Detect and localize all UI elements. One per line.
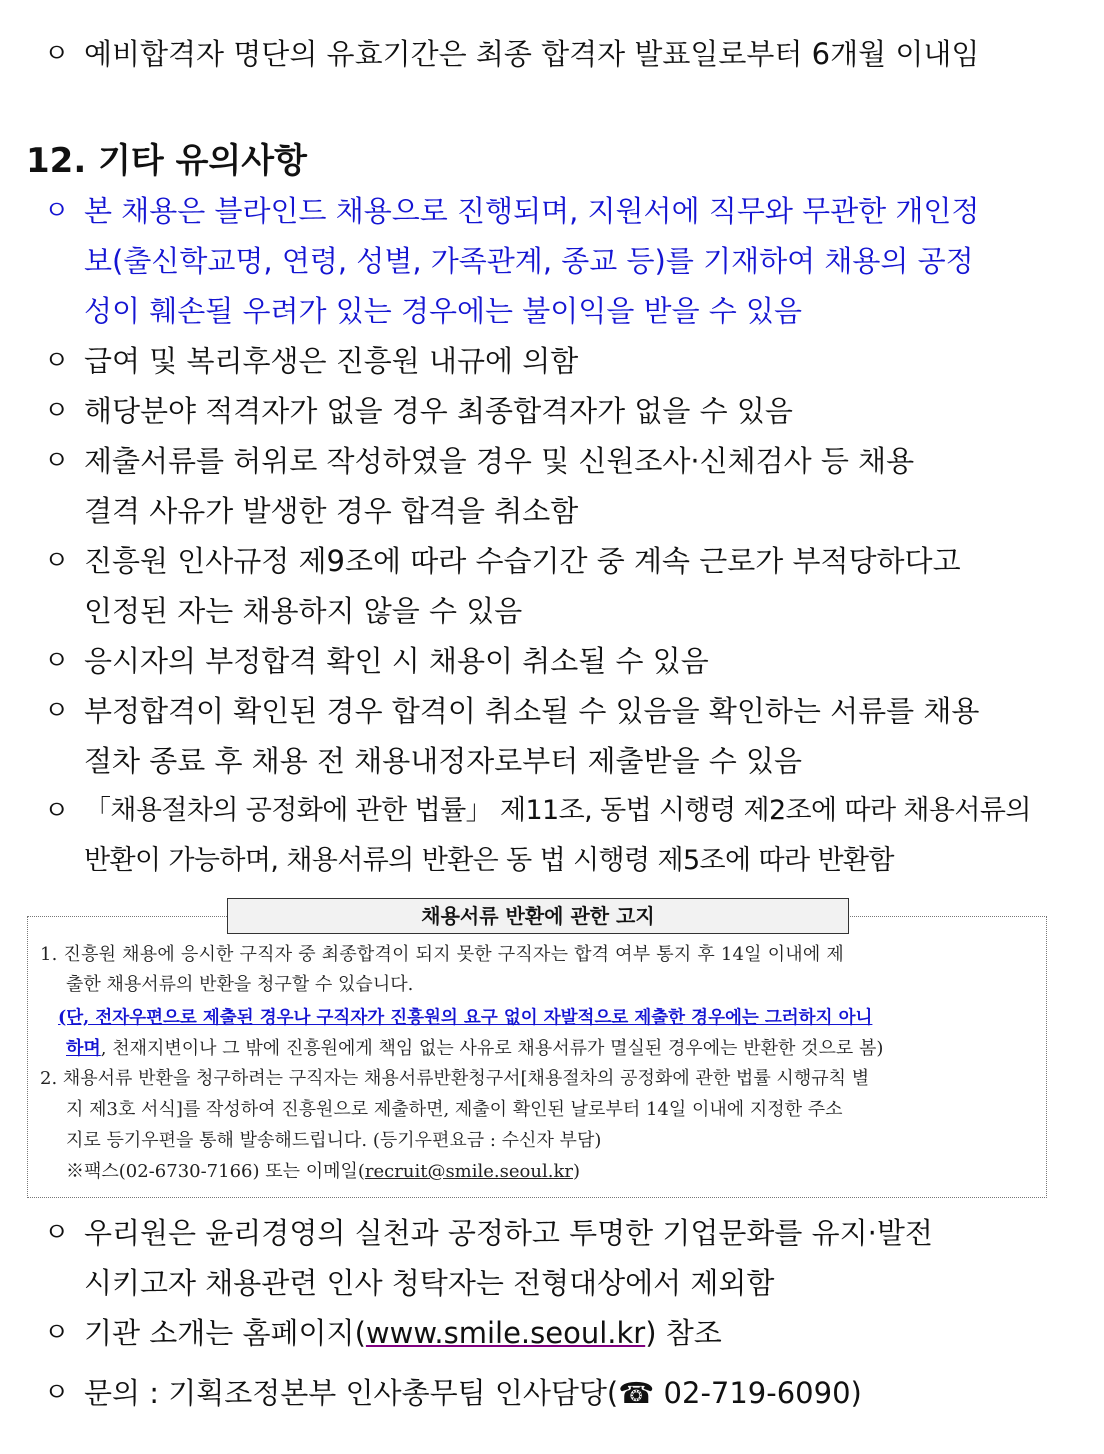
item-text: 제출서류를 허위로 작성하였을 경우 및 신원조사·신체검사 등 채용 (84, 444, 915, 478)
notice-line (66, 1034, 883, 1064)
notice-title: 채용서류 반환에 관한 고지 (227, 898, 849, 934)
notice-text: ) (572, 1161, 580, 1182)
homepage-suffix: ) 참조 (645, 1316, 722, 1350)
item-text: 진흥원 인사규정 제9조에 따라 수습기간 중 계속 근로가 부적당하다고 (84, 544, 961, 578)
notice-text: ※팩스(02-6730-7166) 또는 이메일( (66, 1161, 365, 1182)
bullet-icon: ㅇ (44, 196, 70, 226)
notice-line: 출한 채용서류의 반환을 청구할 수 있습니다. (66, 974, 414, 995)
notice-line: 1. 진흥원 채용에 응시한 구직자 중 최종합격이 되지 못한 구직자는 합격 여부 통지 후 14일 이내에 제 (40, 944, 844, 965)
homepage-link[interactable]: www.smile.seoul.kr (365, 1316, 646, 1350)
notice-line: 지 제3호 서식]를 작성하여 진흥원으로 제출하면, 제출이 확인된 날로부터 14일 이내에 지정한 주소 (66, 1099, 843, 1120)
item-text: 부정합격이 확인된 경우 합격이 취소될 수 있음을 확인하는 서류를 채용 (84, 694, 980, 728)
email-link[interactable]: recruit@smile.seoul.kr (364, 1161, 573, 1182)
item-text: 본 채용은 블라인드 채용으로 진행되며, 지원서에 직무와 무관한 개인정 (84, 194, 980, 228)
notice-line: 지로 등기우편을 통해 발송해드립니다. (등기우편요금 : 수신자 부담) (66, 1130, 602, 1151)
item-text: 응시자의 부정합격 확인 시 채용이 취소될 수 있음 (84, 644, 709, 678)
item-text: 우리원은 윤리경영의 실천과 공정하고 투명한 기업문화를 유지·발전 (84, 1216, 933, 1250)
bullet-icon: ㅇ (44, 1318, 70, 1348)
item-text: 반환이 가능하며, 채용서류의 반환은 동 법 시행령 제5조에 따라 반환함 (84, 845, 894, 876)
notice-contact-line (66, 1157, 580, 1187)
notice-text: , 천재지변이나 그 밖에 진흥원에게 책임 없는 사유로 채용서류가 멸실된 경우에는 반환한 것으로 봄) (100, 1038, 884, 1059)
item-text: 보(출신학교명, 연령, 성별, 가족관계, 종교 등)를 기재하여 채용의 공정 (84, 244, 974, 278)
item-text: 결격 사유가 발생한 경우 합격을 취소함 (84, 494, 579, 528)
item-text: 시키고자 채용관련 인사 청탁자는 전형대상에서 제외함 (84, 1266, 775, 1300)
item-text: 인정된 자는 채용하지 않을 수 있음 (84, 594, 523, 628)
notice-emphasis: 하며 (66, 1038, 101, 1059)
item-text: 예비합격자 명단의 유효기간은 최종 합격자 발표일로부터 6개월 이내임 (84, 37, 980, 71)
bullet-icon: ㅇ (44, 696, 70, 726)
bullet-icon: ㅇ (44, 646, 70, 676)
contact-text: 문의 : 기획조정본부 인사총무팀 인사담당(☎ 02-719-6090) (84, 1376, 862, 1410)
item-text: 해당분야 적격자가 없을 경우 최종합격자가 없을 수 있음 (84, 394, 793, 428)
notice-line-emphasis: (단, 전자우편으로 제출된 경우나 구직자가 진흥원의 요구 없이 자발적으로 제출한 경우에는 그러하지 아니 (58, 1008, 873, 1028)
item-text: 절차 종료 후 채용 전 채용내정자로부터 제출받을 수 있음 (84, 744, 803, 778)
bullet-icon: ㅇ (44, 396, 70, 426)
item-text: 「채용절차의 공정화에 관한 법률」 제11조, 동법 시행령 제2조에 따라 채용서류의 (84, 795, 1031, 826)
item-text: 급여 및 복리후생은 진흥원 내규에 의함 (84, 344, 579, 378)
bullet-icon: ㅇ (44, 1378, 70, 1408)
bullet-icon: ㅇ (44, 346, 70, 376)
notice-line: 2. 채용서류 반환을 청구하려는 구직자는 채용서류반환청구서[채용절차의 공정화에 관한 법률 시행규칙 별 (40, 1068, 870, 1089)
section-heading: 12. 기타 유의사항 (26, 141, 307, 181)
bullet-icon: ㅇ (44, 39, 70, 69)
homepage-prefix: 기관 소개는 홈페이지( (84, 1316, 366, 1350)
bullet-icon: ㅇ (44, 546, 70, 576)
bullet-icon: ㅇ (44, 446, 70, 476)
bullet-icon: ㅇ (44, 796, 69, 826)
bullet-icon: ㅇ (44, 1218, 70, 1248)
item-text (84, 1308, 722, 1358)
item-text: 성이 훼손될 우려가 있는 경우에는 불이익을 받을 수 있음 (84, 294, 803, 328)
